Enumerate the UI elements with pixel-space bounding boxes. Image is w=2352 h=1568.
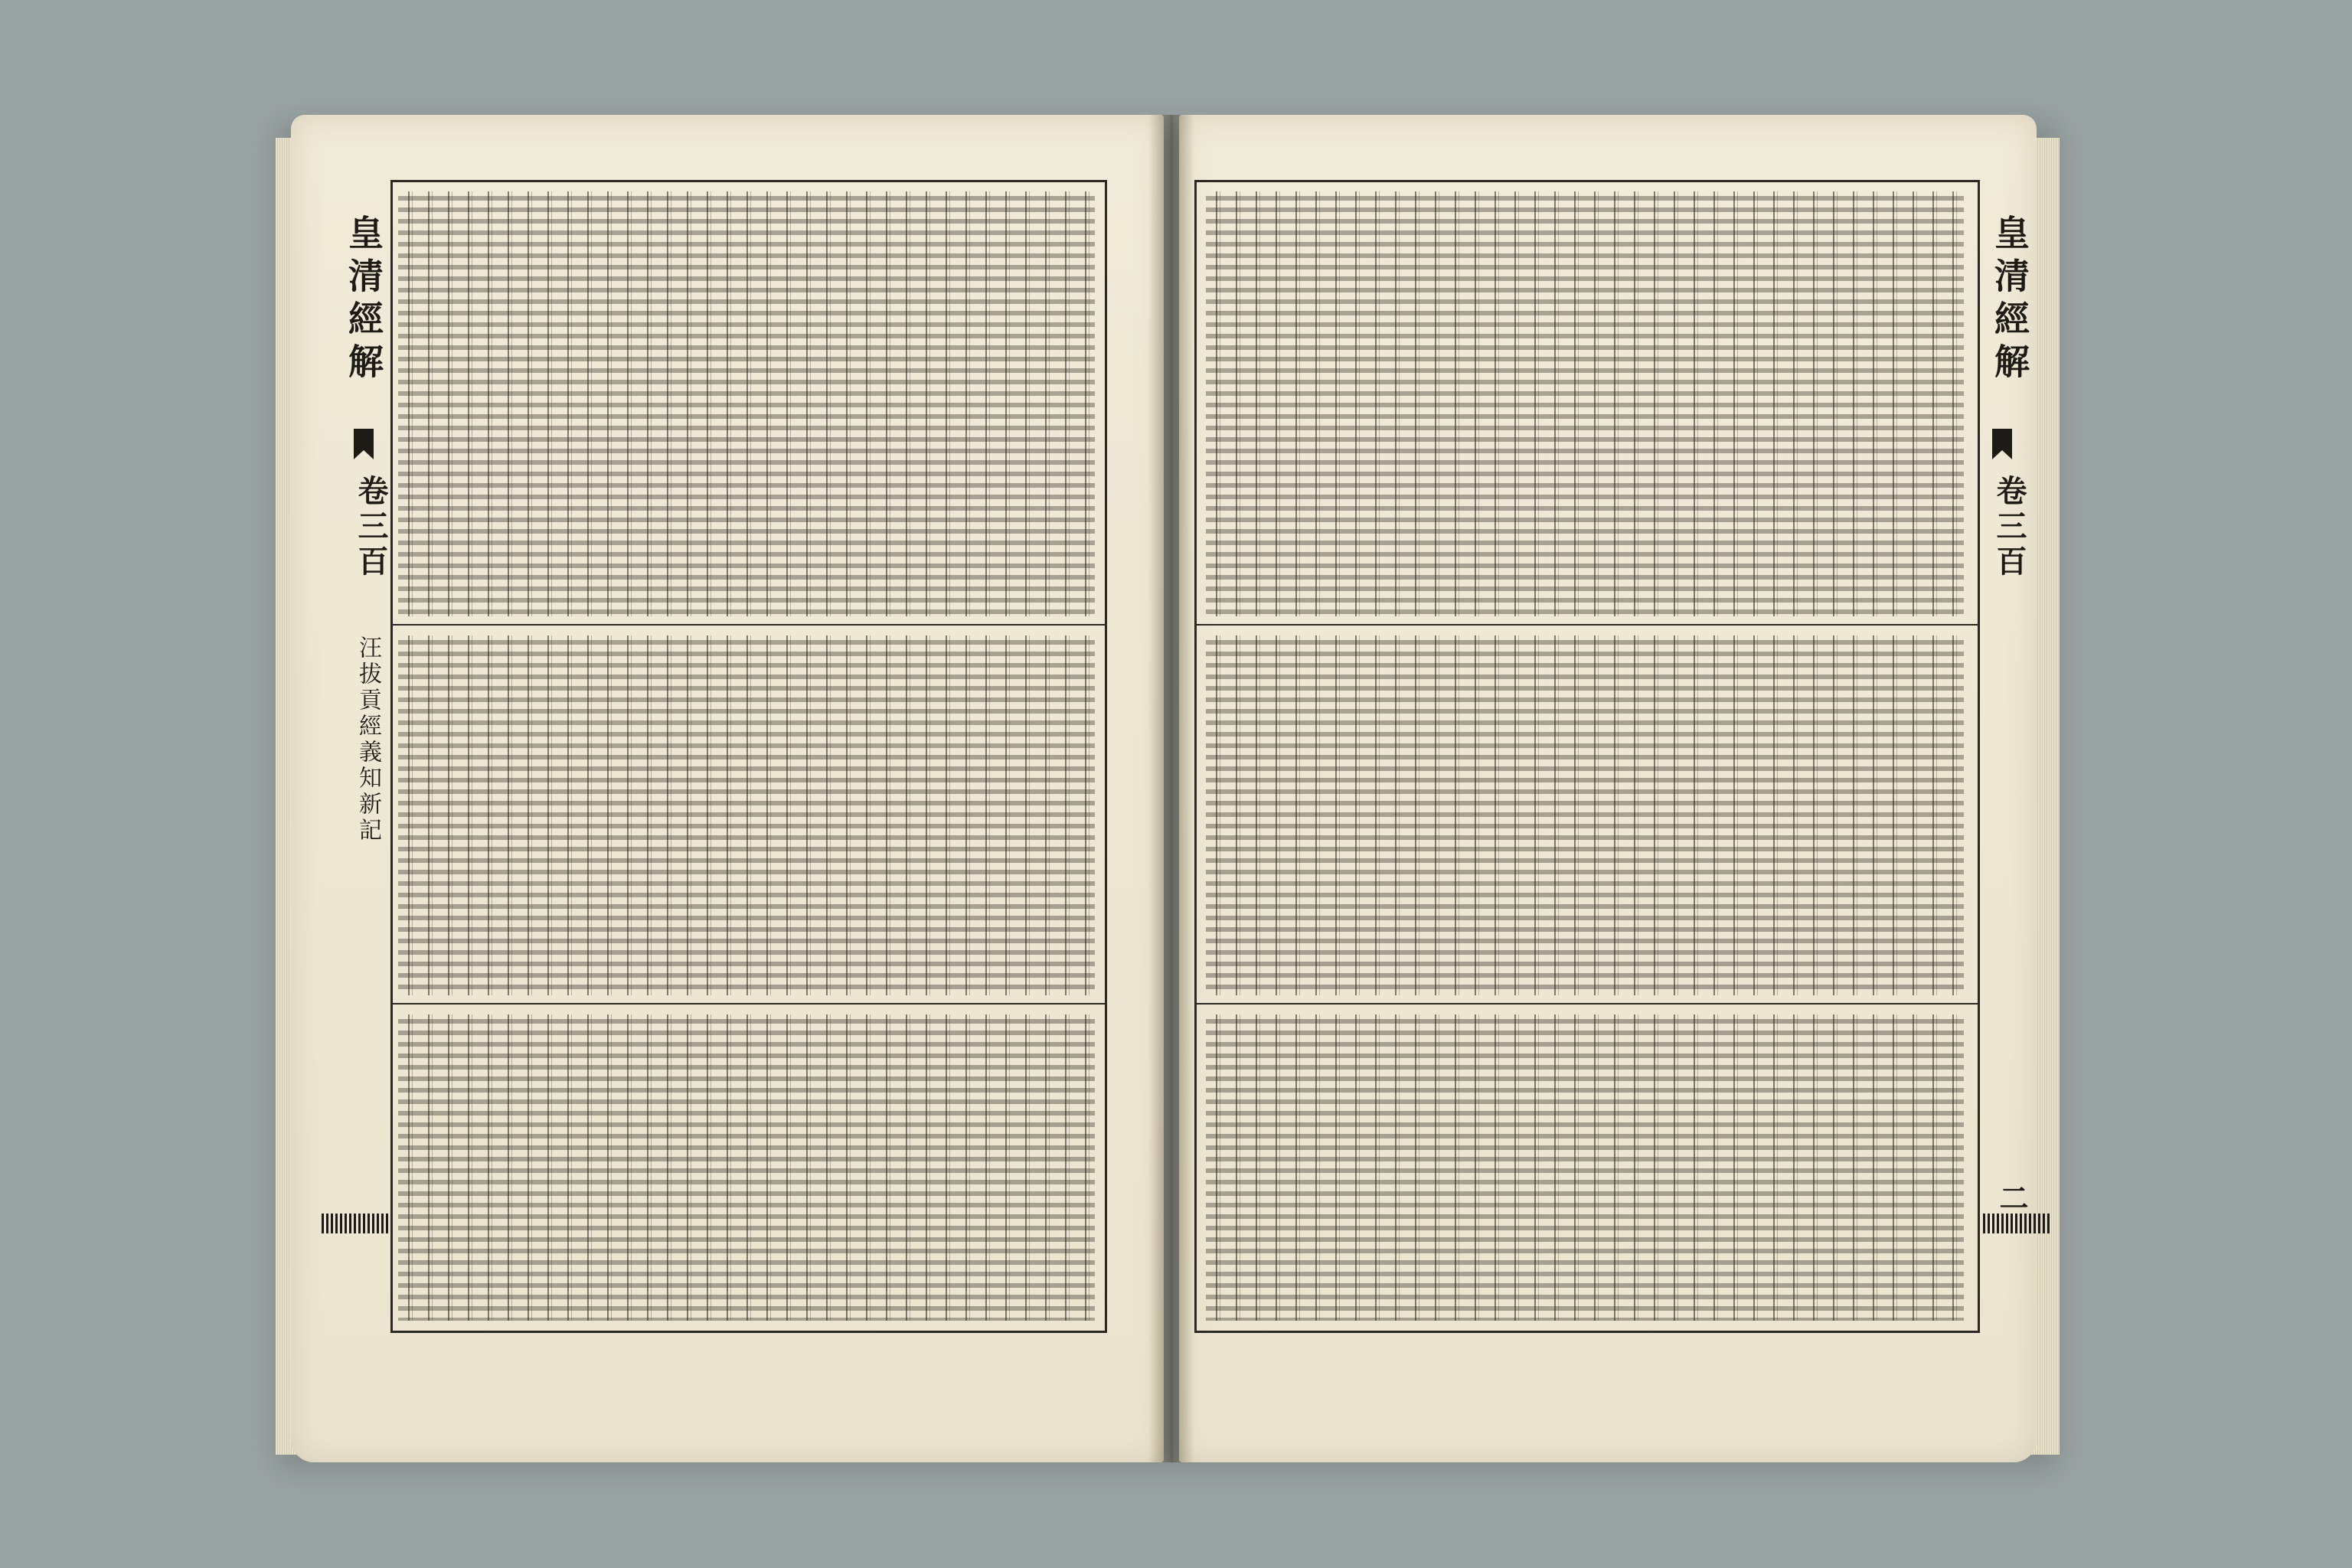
- right-register-divider-1: [1194, 624, 1978, 626]
- left-register-divider-1: [390, 624, 1105, 626]
- right-text-block-upper: [1206, 191, 1964, 616]
- right-text-block-lower: [1206, 1014, 1964, 1321]
- left-footer-title: 汪拔貢經義知新記: [354, 635, 381, 844]
- left-text-block-middle: [398, 635, 1095, 995]
- right-page-number: 二: [1994, 1183, 2029, 1212]
- right-edge-marks: [1983, 1214, 2052, 1233]
- right-register-divider-2: [1194, 1003, 1978, 1004]
- right-running-title: 皇清經解: [1989, 214, 2030, 386]
- left-running-title: 皇清經解: [343, 214, 384, 386]
- left-text-block-lower: [398, 1014, 1095, 1321]
- left-edge-marks: [322, 1214, 390, 1233]
- book-gutter: [1148, 115, 1194, 1462]
- right-volume-label: 卷三百: [1991, 475, 2027, 580]
- left-register-divider-2: [390, 1003, 1105, 1004]
- left-text-block-upper: [398, 191, 1095, 616]
- left-volume-label: 卷三百: [353, 475, 389, 580]
- right-text-block-middle: [1206, 635, 1964, 995]
